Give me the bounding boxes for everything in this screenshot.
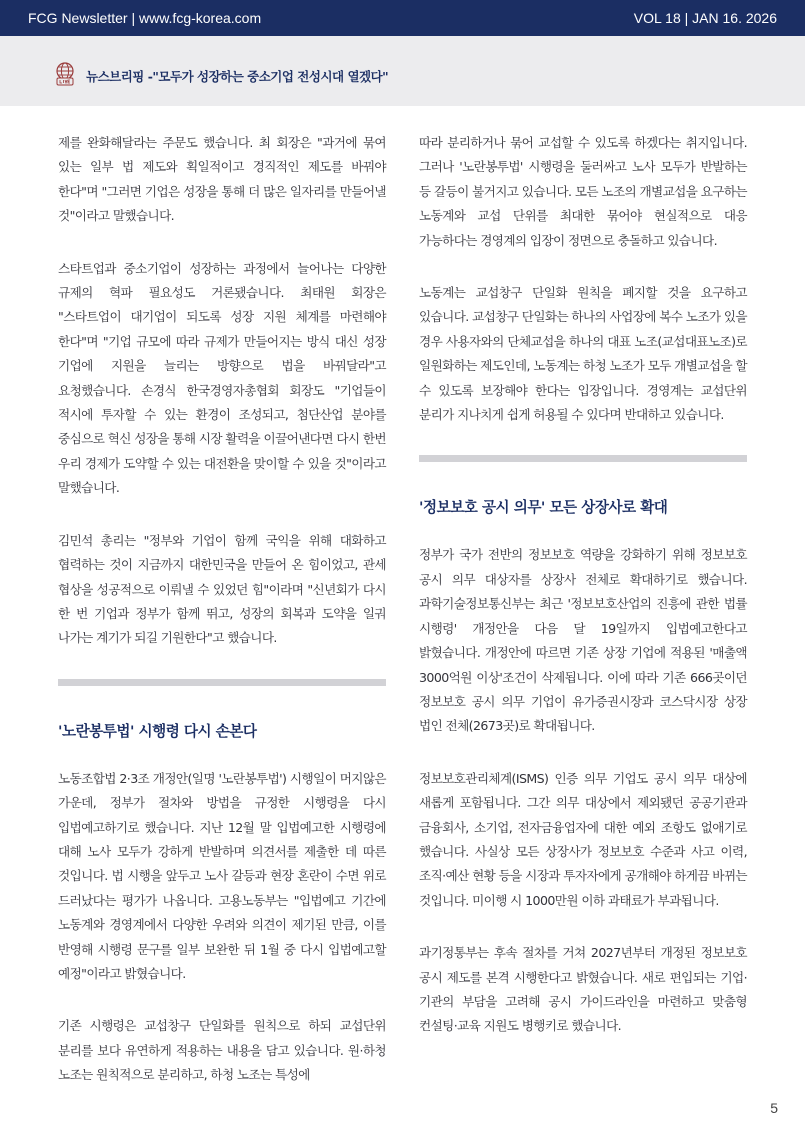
briefing-title: 뉴스브리핑 -"모두가 성장하는 중소기업 전성시대 열겠다": [86, 69, 389, 84]
section-divider: [58, 679, 386, 686]
section-divider: [419, 455, 747, 462]
section-heading: '노란봉투법' 시행령 다시 손본다: [58, 722, 257, 740]
paragraph: 스타트업과 중소기업이 성장하는 과정에서 늘어나는 다양한 규제의 혁파 필요성도 거론됐습니다. 최태원 회장은 "스타트업이 대기업이 되도록 성장 지원 체계를 마련해야 한다"며 "기업 규모에 따라 규제가 만들어지는 방식 대신 성장 기업에 지원을 늘리는 방향으로 법을 바꿔달라"고 요청했습니다. 손경식 한국경영자총협회 회장도 "기업들이 적시에 투자할 수 있는 환경이 조성되고, 첨단산업 분야를 중심으로 혁신 성장을 통해 시장 활력을 이끌어낸다면 다시 한번 우리 경제가 도약할 수 있는 대전환을 맞이할 수 있을 것"이라고 말했습니다.: [58, 260, 386, 496]
newsletter-site: FCG Newsletter | www.fcg-korea.com: [28, 10, 262, 26]
paragraph: 정부가 국가 전반의 정보보호 역량을 강화하기 위해 정보보호 공시 의무 대상자를 상장사 전체로 확대하기로 했습니다. 과학기술정보통신부는 최근 '정보보호산업의 진흥에 관한 법률 시행령' 개정안을 다음 달 19일까지 입법예고한다고 밝혔습니다. 개정안에 따르면 기존 상장 기업에 적용된 '매출액 3000억원 이상'조건이 삭제됩니다. 이에 따라 기존 666곳이던 정보보호 공시 의무 기업이 유가증권시장과 코스닥시장 상장 법인 전체(2673곳)로 확대됩니다.: [419, 547, 747, 734]
paragraph: 따라 분리하거나 묶어 교섭할 수 있도록 하겠다는 취지입니다. 그러나 '노란봉투법' 시행령을 둘러싸고 노사 모두가 반발하는 등 갈등이 불거지고 있습니다. 모든 노조의 개별교섭을 요구하는 노동계와 교섭 단위를 최대한 묶어야 현실적으로 대응 가능하다는 경영계의 입장이 정면으로 충돌하고 있습니다.: [419, 135, 747, 248]
left-column: [58, 131, 386, 1116]
paragraph: 노동조합법 2·3조 개정안(일명 '노란봉투법') 시행일이 머지않은 가운데, 정부가 절차와 방법을 규정한 시행령을 다시 입법예고하기로 했습니다. 지난 12월 말 입법예고한 시행령에 대해 노사 모두가 강하게 반발하며 의견서를 제출한 데 따른 것입니다. 법 시행을 앞두고 노사 갈등과 현장 혼란이 수면 위로 드러났다는 평가가 나옵니다. 고용노동부는 "입법예고 기간에 노동계와 경영계에서 다양한 우려와 의견이 제기된 만큼, 이를 반영해 시행령 문구를 일부 보완한 뒤 1월 중 다시 입법예고할 예정"이라고 밝혔습니다.: [58, 770, 386, 981]
paragraph: 기존 시행령은 교섭창구 단일화를 원칙으로 하되 교섭단위 분리를 보다 유연하게 적용하는 내용을 담고 있습니다. 원·하청 노조는 원칙적으로 분리하고, 하청 노조는 특성에: [58, 1018, 386, 1083]
paragraph: 정보보호관리체계(ISMS) 인증 의무 기업도 공시 의무 대상에 새롭게 포함됩니다. 그간 의무 대상에서 제외됐던 공공기관과 금융회사, 소기업, 전자금융업자에 대한 예외 조항도 없애기로 했습니다. 사실상 모든 상장사가 정보보호 수준과 사고 이력, 조직·예산 현황 등을 시장과 투자자에게 공개해야 하게끔 바뀌는 것입니다. 미이행 시 1000만원 이하 과태료가 부과됩니다.: [419, 770, 747, 908]
page-number: 5: [770, 1100, 778, 1116]
section-heading: '정보보호 공시 의무' 모든 상장사로 확대: [419, 499, 668, 517]
paragraph: 김민석 총리는 "정부와 기업이 함께 국익을 위해 대화하고 협력하는 것이 지금까지 대한민국을 만들어 온 힘이었고, 관세 협상을 성공적으로 이뤄낼 수 있었던 힘"이라며 "신년회가 다시 한 번 기업과 정부가 함께 뛰고, 성장의 회복과 도약을 일궈 나가는 계기가 되길 기원한다"고 했습니다.: [58, 532, 386, 646]
briefing-banner: [0, 36, 805, 106]
globe-live-icon: [54, 62, 76, 86]
paragraph: 노동계는 교섭창구 단일화 원칙을 폐지할 것을 요구하고 있습니다. 교섭창구 단일화는 하나의 사업장에 복수 노조가 있을 경우 사용자와의 단체교섭을 하나의 대표 노조(교섭대표노조)로 일원화하는 제도인데, 노동계는 하청 노조가 모두 개별교섭을 할 수 있도록 보장해야 한다는 입장입니다. 경영계는 교섭단위 분리가 지나치게 쉽게 허용될 수 있다며 반대하고 있습니다.: [419, 285, 747, 423]
newsletter-header-bar: [0, 0, 805, 36]
paragraph: 과기정통부는 후속 절차를 거쳐 2027년부터 개정된 정보보호 공시 제도를 본격 시행한다고 밝혔습니다. 새로 편입되는 기업·기관의 부담을 고려해 공시 가이드라인을 마련하고 맞춤형 컨설팅·교육 지원도 병행키로 했습니다.: [419, 945, 747, 1034]
right-column: [419, 131, 747, 1067]
issue-info: VOL 18 | JAN 16. 2026: [633, 10, 777, 26]
paragraph: 제를 완화해달라는 주문도 했습니다. 최 회장은 "과거에 묶여 있는 일부 법 제도와 획일적이고 경직적인 제도를 바꿔야 한다"며 "그러면 기업은 성장을 통해 더 많은 일자리를 만들어낼 것"이라고 말했습니다.: [58, 135, 386, 224]
